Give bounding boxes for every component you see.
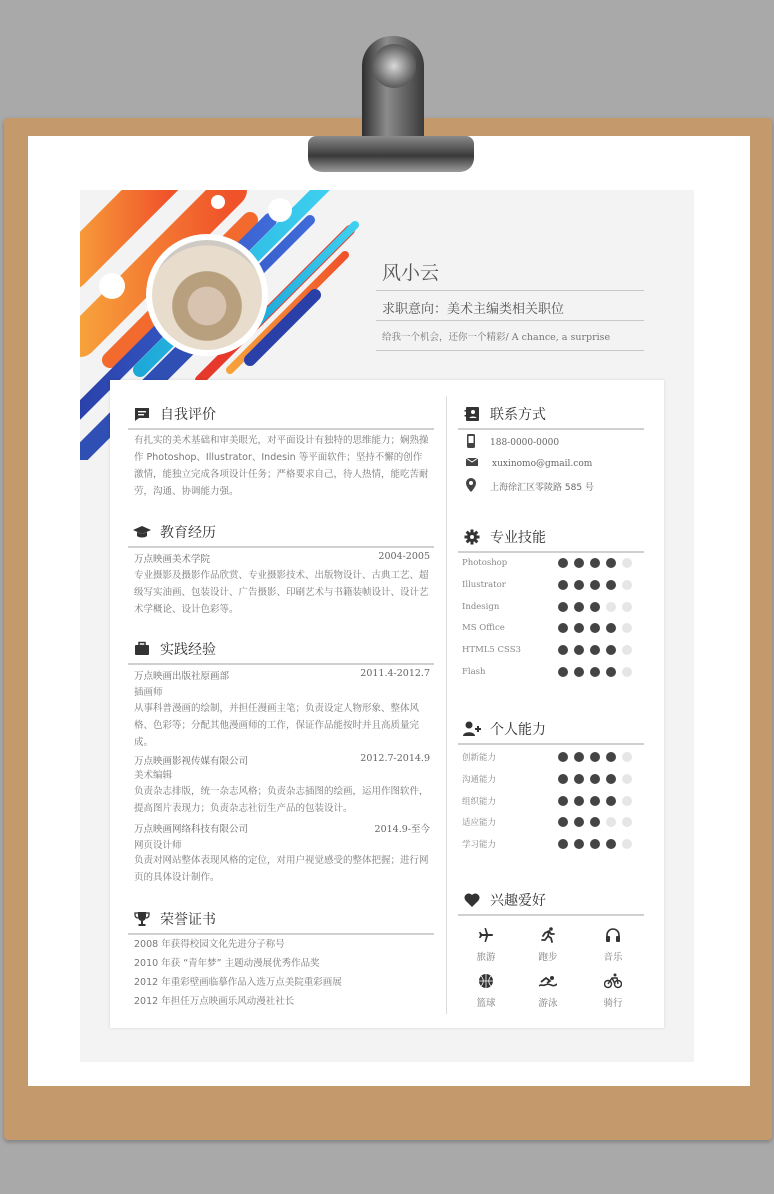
rating-dots <box>558 839 632 849</box>
section-abilities <box>462 717 546 741</box>
section-rule <box>128 663 434 665</box>
rating-label: 学习能力 <box>462 840 497 851</box>
rating-dot <box>622 817 632 827</box>
avatar <box>146 234 268 356</box>
section-title: 实践经验 <box>160 642 216 658</box>
heart-icon <box>462 890 482 910</box>
rating-dot <box>622 580 632 590</box>
hobby-item <box>588 924 638 963</box>
rating-dot <box>590 752 600 762</box>
address: 上海徐汇区零陵路 585 号 <box>490 483 594 493</box>
user-plus-icon <box>462 719 482 739</box>
section-rule <box>458 551 644 553</box>
job-row <box>134 821 430 835</box>
binder-clip-ring <box>372 44 416 88</box>
job-role: 网页设计师 <box>134 840 182 851</box>
rating-dot <box>622 602 632 612</box>
rating-dot <box>590 667 600 677</box>
company-name: 万点映画网络科技有限公司 <box>134 824 249 835</box>
graduation-cap-icon <box>132 522 152 542</box>
rating-dots <box>558 796 632 806</box>
rating-dots <box>558 667 632 677</box>
job-role: 插画师 <box>134 687 163 698</box>
contact-book-icon <box>462 404 482 424</box>
contact-email <box>466 457 592 470</box>
rating-label: Flash <box>462 667 486 677</box>
phone-number: 188-0000-0000 <box>490 437 560 448</box>
divider <box>376 320 644 321</box>
contact-address <box>466 478 594 495</box>
section-rule <box>458 914 644 916</box>
rating-label: 组织能力 <box>462 796 497 807</box>
rating-dot <box>574 752 584 762</box>
hobby-item <box>461 970 511 1009</box>
job-period: 2014.9-至今 <box>374 824 430 835</box>
rating-dot <box>590 839 600 849</box>
section-contact <box>462 402 546 426</box>
rating-dot <box>622 623 632 633</box>
job-description: 负责杂志排版，统一杂志风格；负责杂志插图的绘画，运用作图软件，提高图片表现力；负责杂志社衍生产品的包装设计。 <box>134 786 429 814</box>
rating-dot <box>590 558 600 568</box>
rating-dot <box>574 774 584 784</box>
binder-clip-base <box>308 136 474 172</box>
rating-dot <box>606 602 616 612</box>
rating-dot <box>606 580 616 590</box>
section-rule <box>458 428 644 430</box>
section-title: 荣誉证书 <box>160 912 216 928</box>
rating-label: 沟通能力 <box>462 774 497 785</box>
rating-label: 适应能力 <box>462 818 497 829</box>
rating-dot <box>590 817 600 827</box>
rating-row <box>462 623 632 633</box>
rating-dot <box>590 623 600 633</box>
rating-dot <box>558 602 568 612</box>
job-role: 美术编辑 <box>134 770 173 781</box>
rating-dot <box>622 796 632 806</box>
rating-label: 创新能力 <box>462 753 497 763</box>
rating-dot <box>606 623 616 633</box>
rating-label: Photoshop <box>462 558 508 568</box>
rating-dot <box>622 667 632 677</box>
rating-dots <box>558 580 632 590</box>
rating-dot <box>606 839 616 849</box>
section-rule <box>458 743 644 745</box>
rating-label: Illustrator <box>462 579 506 590</box>
rating-dot <box>574 602 584 612</box>
job-period: 2011.4-2012.7 <box>360 668 430 679</box>
location-pin-icon <box>466 478 476 495</box>
avatar-photo <box>152 240 262 350</box>
rating-dot <box>622 774 632 784</box>
honor-item: 2008 年获得校园文化先进分子称号 <box>134 939 285 950</box>
rating-dots <box>558 645 632 655</box>
section-self-eval <box>132 402 216 426</box>
rating-dots <box>558 774 632 784</box>
hobby-label: 骑行 <box>603 998 623 1009</box>
rating-dot <box>590 774 600 784</box>
job-period: 2012.7-2014.9 <box>360 753 430 764</box>
honor-item: 2012 年担任万点映画乐风动漫社社长 <box>134 996 295 1007</box>
education-row <box>134 551 430 565</box>
job-row <box>134 753 430 767</box>
section-honors <box>132 907 216 931</box>
mail-icon <box>466 457 478 470</box>
section-rule <box>128 428 434 430</box>
rating-dot <box>574 667 584 677</box>
rating-dot <box>558 774 568 784</box>
section-rule <box>128 933 434 935</box>
rating-dot <box>590 645 600 655</box>
hobby-item <box>461 924 511 963</box>
honor-item: 2012 年重彩壁画临摹作品入选万点美院重彩画展 <box>134 977 342 988</box>
rating-dot <box>590 602 600 612</box>
rating-dot <box>590 796 600 806</box>
rating-dot <box>558 752 568 762</box>
rating-dot <box>606 645 616 655</box>
rating-row <box>462 751 632 763</box>
candidate-name: 风小云 <box>382 262 440 284</box>
job-intent: 求职意向：美术主编类相关职位 <box>382 302 565 317</box>
section-education <box>132 520 216 544</box>
school-name: 万点映画美术学院 <box>134 554 211 565</box>
section-rule <box>128 546 434 548</box>
honor-item: 2010 年获 “青年梦” 主题动漫展优秀作品奖 <box>134 958 320 969</box>
section-practice <box>132 637 216 661</box>
rating-dots <box>558 817 632 827</box>
rating-dot <box>606 752 616 762</box>
hobby-label: 篮球 <box>476 998 496 1009</box>
hobby-label: 音乐 <box>603 952 623 963</box>
rating-dot <box>606 774 616 784</box>
rating-dot <box>558 839 568 849</box>
rating-dot <box>574 558 584 568</box>
rating-dot <box>558 623 568 633</box>
rating-dot <box>558 580 568 590</box>
rating-dots <box>558 752 632 762</box>
hobby-label: 跑步 <box>538 952 558 963</box>
section-title: 自我评价 <box>160 407 216 423</box>
rating-dot <box>558 796 568 806</box>
rating-dot <box>558 667 568 677</box>
hobby-item <box>523 924 573 963</box>
hobby-label: 旅游 <box>476 952 496 963</box>
rating-label: MS Office <box>462 623 505 634</box>
rating-dots <box>558 558 632 568</box>
rating-row <box>462 667 632 677</box>
airplane-icon <box>461 924 511 946</box>
column-divider <box>446 396 447 1014</box>
rating-dot <box>574 839 584 849</box>
self-eval-text: 有扎实的美术基础和审美眼光，对平面设计有独特的思维能力；娴熟操作 Photoshop、Illustrator、Indesin 等平面软件；坚持不懈的创作激情，能独立完成各项设计任务；严格要求自己，待人热情，能吃苦耐劳，沟通、协调能力强。 <box>134 435 429 497</box>
briefcase-icon <box>132 639 152 659</box>
section-title: 兴趣爱好 <box>490 893 546 909</box>
rating-dot <box>558 645 568 655</box>
rating-dot <box>622 752 632 762</box>
rating-row <box>462 580 632 590</box>
bicycle-icon <box>588 970 638 992</box>
section-title: 教育经历 <box>160 525 216 541</box>
rating-dot <box>622 645 632 655</box>
section-hobbies <box>462 888 546 912</box>
rating-dot <box>574 645 584 655</box>
company-name: 万点映画影视传媒有限公司 <box>134 756 249 767</box>
rating-dot <box>606 817 616 827</box>
rating-row <box>462 645 632 655</box>
rating-row <box>462 602 632 612</box>
divider <box>376 290 644 291</box>
rating-dot <box>574 817 584 827</box>
hobby-item <box>588 970 638 1009</box>
rating-label: Indesign <box>462 601 500 612</box>
gear-icon <box>462 527 482 547</box>
rating-dot <box>606 558 616 568</box>
education-text: 专业摄影及摄影作品欣赏、专业摄影技术、出版物设计、古典工艺、超级写实油画、包装设计、广告摄影、印刷艺术与书籍装帧设计、设计艺术学概论、设计色彩等。 <box>134 570 429 615</box>
rating-dot <box>606 796 616 806</box>
rating-dot <box>574 580 584 590</box>
email-address: xuxinomo@gmail.com <box>492 458 593 469</box>
running-icon <box>523 924 573 946</box>
rating-row <box>462 838 632 850</box>
rating-dot <box>622 839 632 849</box>
swimming-icon <box>523 970 573 992</box>
hobby-item <box>523 970 573 1009</box>
rating-dot <box>590 580 600 590</box>
job-description: 从事科普漫画的绘制，并担任漫画主笔；负责设定人物形象、整体风格、色彩等；分配其他漫画师的工作，保证作品能按时并且高质量完成。 <box>134 703 420 748</box>
rating-label: HTML5 CSS3 <box>462 645 521 656</box>
company-name: 万点映画出版社原画部 <box>134 671 230 682</box>
rating-row <box>462 773 632 785</box>
job-description: 负责对网站整体表现风格的定位，对用户视觉感受的整体把握；进行网页的具体设计制作。 <box>134 855 429 883</box>
comment-icon <box>132 404 152 424</box>
motto: 给我一个机会，还你一个精彩/ A chance, a surprise <box>382 332 611 343</box>
rating-dot <box>606 667 616 677</box>
rating-dot <box>574 623 584 633</box>
headphones-icon <box>588 924 638 946</box>
basketball-icon <box>461 970 511 992</box>
hobby-label: 游泳 <box>538 998 558 1009</box>
rating-dot <box>574 796 584 806</box>
contact-phone <box>466 434 559 451</box>
rating-dot <box>558 558 568 568</box>
section-title: 联系方式 <box>490 407 546 423</box>
phone-icon <box>466 434 476 451</box>
education-period: 2004-2005 <box>378 551 430 562</box>
rating-dot <box>558 817 568 827</box>
job-row <box>134 668 430 682</box>
rating-dots <box>558 602 632 612</box>
rating-row <box>462 795 632 807</box>
section-title: 个人能力 <box>490 722 546 738</box>
rating-row <box>462 816 632 828</box>
trophy-icon <box>132 909 152 929</box>
divider <box>376 350 644 351</box>
section-title: 专业技能 <box>490 530 546 546</box>
rating-dots <box>558 623 632 633</box>
section-skills <box>462 525 546 549</box>
rating-dot <box>622 558 632 568</box>
rating-row <box>462 558 632 568</box>
